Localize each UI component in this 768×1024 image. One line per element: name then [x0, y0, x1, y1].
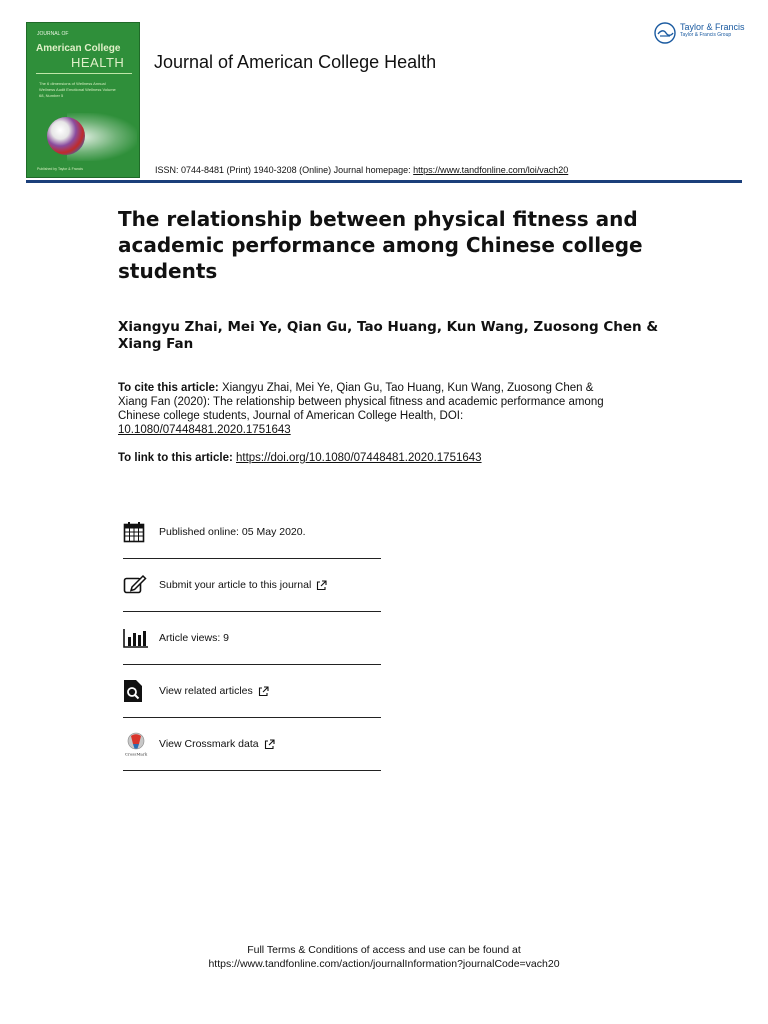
link-label: To link to this article:: [118, 452, 236, 464]
article-info-list: [123, 506, 381, 771]
terms-line: Full Terms & Conditions of access and use can be found at: [247, 944, 521, 956]
published-date: Published online: 05 May 2020.: [159, 526, 306, 538]
edit-icon: [123, 574, 159, 596]
cover-journal-small: JOURNAL OF: [37, 31, 69, 37]
journal-cover-image: [26, 22, 140, 178]
cover-title: American College: [36, 43, 121, 54]
cover-health: HEALTH: [71, 55, 125, 70]
cover-apple-image: [47, 117, 85, 155]
publisher-name: Taylor & Francis: [680, 22, 745, 32]
article-title: The relationship between physical fitness and academic performance among Chinese college students: [118, 207, 643, 283]
publisher-group: Taylor & Francis Group: [680, 32, 732, 38]
journal-title: Journal of American College Health: [154, 52, 437, 72]
issn-text: ISSN: 0744-8481 (Print) 1940-3208 (Online) Journal homepage:: [155, 165, 414, 175]
terms-url[interactable]: https://www.tandfonline.com/action/journalInformation?journalCode=vach20: [208, 958, 560, 970]
views-row: [123, 612, 381, 665]
terms-footer: [0, 943, 768, 971]
cite-doi-link[interactable]: 10.1080/07448481.2020.1751643: [118, 424, 291, 436]
cover-divider: [36, 73, 132, 74]
published-row: [123, 506, 381, 559]
citation: [118, 381, 608, 437]
external-link-icon: [316, 580, 327, 591]
publisher-logo[interactable]: [654, 22, 745, 44]
journal-homepage-link[interactable]: https://www.tandfonline.com/loi/vach20: [413, 165, 569, 175]
taylor-francis-icon: [654, 22, 676, 44]
related-articles-icon: [123, 679, 159, 703]
cover-text: The 6 dimensions of Wellness Annual Wellness Audit Emotional Wellness Volume 68, Number 5: [39, 81, 116, 98]
crossmark-badge-label: CrossMark: [124, 751, 148, 757]
submit-article-link[interactable]: Submit your article to this journal: [159, 579, 312, 591]
external-link-icon: [264, 739, 275, 750]
issn-line: [155, 165, 568, 175]
crossmark-link[interactable]: View Crossmark data: [159, 738, 259, 750]
article-link: [118, 451, 678, 465]
calendar-icon: [123, 521, 159, 543]
cover-footer: Published by Taylor & Francis: [37, 167, 84, 171]
crossmark-icon: [123, 731, 159, 757]
cite-text: Xiangyu Zhai, Mei Ye, Qian Gu, Tao Huang, Kun Wang, Zuosong Chen & Xiang Fan (2020): The relationship between physical fitness and academic performance among Chinese college students, Journal of American College Health, DOI:: [118, 382, 604, 422]
article-authors: Xiangyu Zhai, Mei Ye, Qian Gu, Tao Huang, Kun Wang, Zuosong Chen & Xiang Fan: [118, 319, 659, 352]
external-link-icon: [258, 686, 269, 697]
header-rule: [26, 180, 742, 183]
doi-link[interactable]: https://doi.org/10.1080/07448481.2020.1751643: [236, 452, 482, 464]
submit-row[interactable]: [123, 559, 381, 612]
related-articles-link[interactable]: View related articles: [159, 685, 253, 697]
related-row[interactable]: [123, 665, 381, 718]
bar-chart-icon: [123, 628, 159, 648]
crossmark-row[interactable]: [123, 718, 381, 771]
cite-label: To cite this article:: [118, 382, 219, 394]
article-views: Article views: 9: [159, 632, 230, 644]
